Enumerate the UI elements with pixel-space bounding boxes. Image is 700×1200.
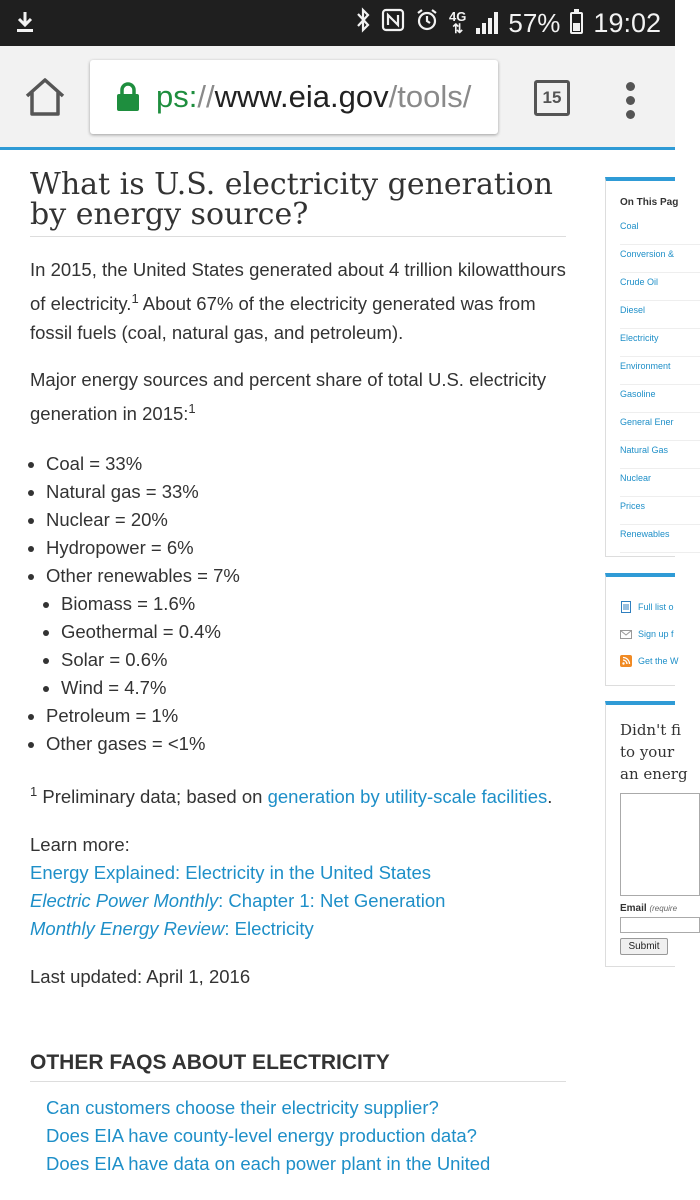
lock-icon — [116, 82, 140, 112]
footnote: $^1$ Preliminary data; based on generation by utility-scale facilities. — [30, 784, 553, 808]
feedback-textarea[interactable] — [620, 793, 700, 896]
list-item: • Nuclear = 20% — [46, 506, 566, 534]
list-item: • Natural gas = 33% — [46, 478, 566, 506]
address-bar[interactable] — [90, 60, 498, 134]
nfc-icon — [381, 8, 405, 39]
url-text[interactable]: ps://www.eia.gov/tools/ — [156, 79, 472, 114]
browser-toolbar — [0, 46, 675, 150]
email-icon — [620, 628, 632, 640]
faq-link[interactable]: Does EIA have county-level energy production data? — [46, 1125, 477, 1147]
page-title: What is U.S. electricity generation by energy source? — [30, 170, 566, 237]
overflow-menu-icon[interactable] — [626, 82, 636, 118]
panel-title: On This Pag — [620, 197, 679, 208]
sidebar-item[interactable]: Environment — [620, 357, 700, 385]
on-this-page-panel — [605, 177, 679, 557]
status-bar — [0, 0, 675, 46]
sidebar-item[interactable]: General Ener — [620, 413, 700, 441]
faq-list — [30, 1094, 566, 1178]
list-item: • Other renewables = 7% • Biomass = 1.6% • Geothermal = 0.4% • Solar = 0.6% • Wind = 4.7% — [46, 562, 566, 702]
monthly-energy-review-link[interactable]: Monthly Energy Review: Electricity — [30, 918, 314, 940]
renewables-sublist — [46, 590, 566, 702]
clock: 19:02 — [593, 7, 661, 38]
faq-link[interactable]: Can customers choose their electricity supplier? — [46, 1097, 439, 1119]
electric-power-monthly-link[interactable]: Electric Power Monthly: Chapter 1: Net Generation — [30, 890, 446, 912]
feedback-panel — [605, 701, 688, 967]
email-field[interactable] — [620, 917, 700, 933]
sidebar-item[interactable]: Natural Gas — [620, 441, 700, 469]
resources-panel — [605, 573, 679, 686]
sidebar-item[interactable]: Renewables — [620, 525, 700, 553]
email-label: Email (require — [620, 903, 678, 914]
sidebar-item[interactable]: Conversion & — [620, 245, 700, 273]
sidebar-item[interactable]: Prices — [620, 497, 700, 525]
tab-switcher-button[interactable]: 15 — [534, 80, 570, 116]
battery-percent: 57% — [508, 7, 561, 38]
energy-source-list — [30, 450, 566, 758]
list-item: • Biomass = 1.6% — [61, 590, 566, 618]
list-item: • Solar = 0.6% — [61, 646, 566, 674]
list-item: • Petroleum = 1% — [46, 702, 566, 730]
sidebar-item[interactable]: Nuclear — [620, 469, 700, 497]
list-item: • Other gases = <1% — [46, 730, 566, 758]
document-icon — [620, 601, 632, 613]
faq-link[interactable]: Does EIA have data on each power plant in the United — [46, 1153, 491, 1175]
energy-explained-link[interactable]: Energy Explained: Electricity in the United States — [30, 862, 432, 884]
home-icon[interactable] — [22, 74, 68, 120]
list-item: • Geothermal = 0.4% — [61, 618, 566, 646]
sign-up-link[interactable]: Sign up f — [620, 626, 674, 642]
download-icon — [14, 10, 36, 41]
generation-link[interactable]: generation by utility-scale facilities — [267, 786, 548, 808]
faq-heading: OTHER FAQS ABOUT ELECTRICITY — [30, 1051, 566, 1082]
major-sources-intro: Major energy sources and percent share of total U.S. electricity generation in 2015:$^1$ — [30, 369, 547, 425]
last-updated: Last updated: April 1, 2016 — [30, 966, 251, 988]
signal-icon — [476, 12, 498, 34]
list-item: • Coal = 33% — [46, 450, 566, 478]
sidebar-item[interactable]: Diesel — [620, 301, 700, 329]
article — [30, 167, 566, 1178]
full-list-link[interactable]: Full list o — [620, 599, 674, 615]
rss-link[interactable]: Get the W — [620, 653, 679, 669]
intro-paragraph: In 2015, the United States generated about 4 trillion kilowatthours of electricity.$^1$ About 67% of the electricity generated was from fossil fuels (coal, natural gas, and petroleum). — [30, 259, 566, 344]
battery-icon — [570, 12, 583, 34]
learn-more-label: Learn more: — [30, 834, 130, 856]
feedback-text: Didn't fi to your an energ — [620, 721, 688, 783]
rss-icon — [620, 655, 632, 667]
list-item: • Wind = 4.7% — [61, 674, 566, 702]
sidebar-item[interactable]: Crude Oil — [620, 273, 700, 301]
bluetooth-icon — [355, 7, 371, 40]
sidebar-item[interactable]: Gasoline — [620, 385, 700, 413]
list-item: • Hydropower = 6% — [46, 534, 566, 562]
submit-button[interactable]: Submit — [620, 938, 668, 955]
sidebar-item[interactable]: Coal — [620, 217, 700, 245]
learn-more — [30, 831, 566, 943]
sidebar-item[interactable]: Electricity — [620, 329, 700, 357]
network-type: 4G ⇅ — [449, 9, 467, 36]
alarm-icon — [415, 8, 439, 39]
